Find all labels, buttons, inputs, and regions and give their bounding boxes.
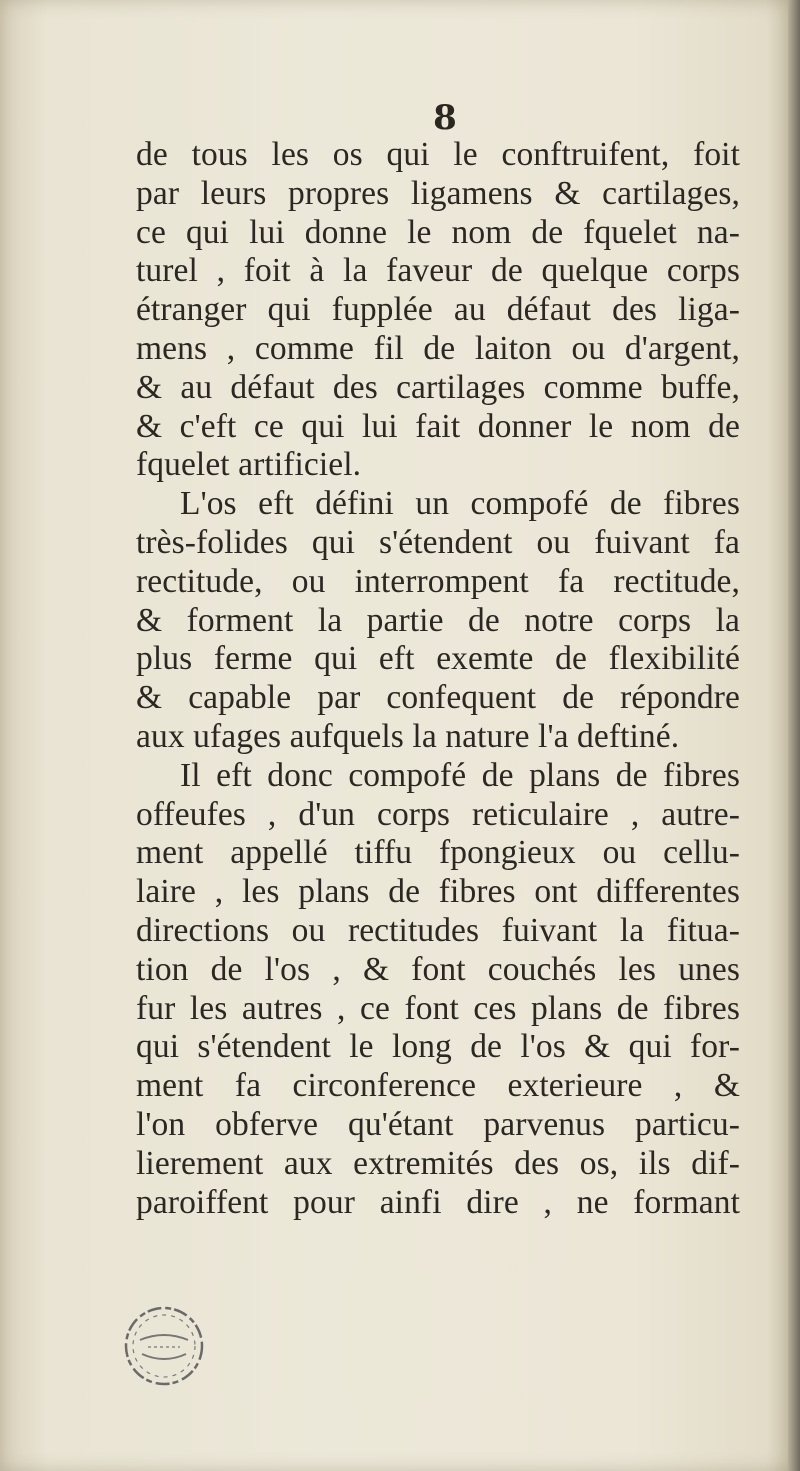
text-line: & au défaut des cartilages comme buffe, — [136, 368, 740, 406]
text-line: de tous les os qui le conftruifent, foit — [136, 136, 740, 173]
text-line: tion de l'os , & font couchés les unes — [136, 950, 740, 988]
text-line: aux ufages aufquels la nature l'a deftiné. — [136, 717, 680, 755]
page-edge — [788, 0, 800, 1471]
text-line: qui s'étendent le long de l'os & qui for- — [136, 1028, 740, 1066]
text-line: rectitude, ou interrompent fa rectitude, — [136, 562, 740, 600]
text-line: Il eft donc compofé de plans de fibres — [180, 756, 740, 794]
text-line: & capable par confequent de répondre — [136, 679, 740, 717]
text-line: très-folides qui s'étendent ou fuivant fa — [136, 523, 740, 561]
text-line: par leurs propres ligamens & cartilages, — [136, 174, 740, 212]
text-line: & c'eft ce qui lui fait donner le nom de — [136, 407, 740, 445]
page-number: 8 — [433, 98, 457, 138]
text-line: étranger qui fupplée au défaut des liga- — [136, 291, 740, 329]
text-line: fquelet artificiel. — [136, 446, 362, 484]
text-line: laire , les plans de fibres ont differentes — [136, 873, 740, 911]
library-stamp-icon — [118, 1300, 210, 1392]
text-line: & forment la partie de notre corps la — [136, 601, 740, 639]
text-line: offeufes , d'un corps reticulaire , autre- — [136, 795, 740, 833]
text-line: ment appellé tiffu fpongieux ou cellu- — [136, 834, 740, 872]
text-line: lierement aux extremités des os, ils dif- — [136, 1144, 740, 1182]
text-line: ce qui lui donne le nom de fquelet na- — [136, 213, 740, 251]
text-line: mens , comme fil de laiton ou d'argent, — [136, 329, 740, 367]
text-line: L'os eft défini un compofé de fibres — [180, 485, 740, 523]
text-line: directions ou rectitudes fuivant la fitua- — [136, 911, 740, 949]
text-line: plus ferme qui eft exemte de flexibilité — [136, 640, 740, 678]
text-line: turel , foit à la faveur de quelque corps — [136, 252, 740, 290]
text-line: fur les autres , ce font ces plans de fibres — [136, 989, 740, 1027]
text-line: paroiffent pour ainfi dire , ne formant — [136, 1183, 740, 1221]
body-text — [136, 136, 740, 1222]
text-line: l'on obferve qu'étant parvenus particu- — [136, 1105, 740, 1143]
text-line: ment fa circonference exterieure , & — [136, 1067, 740, 1105]
